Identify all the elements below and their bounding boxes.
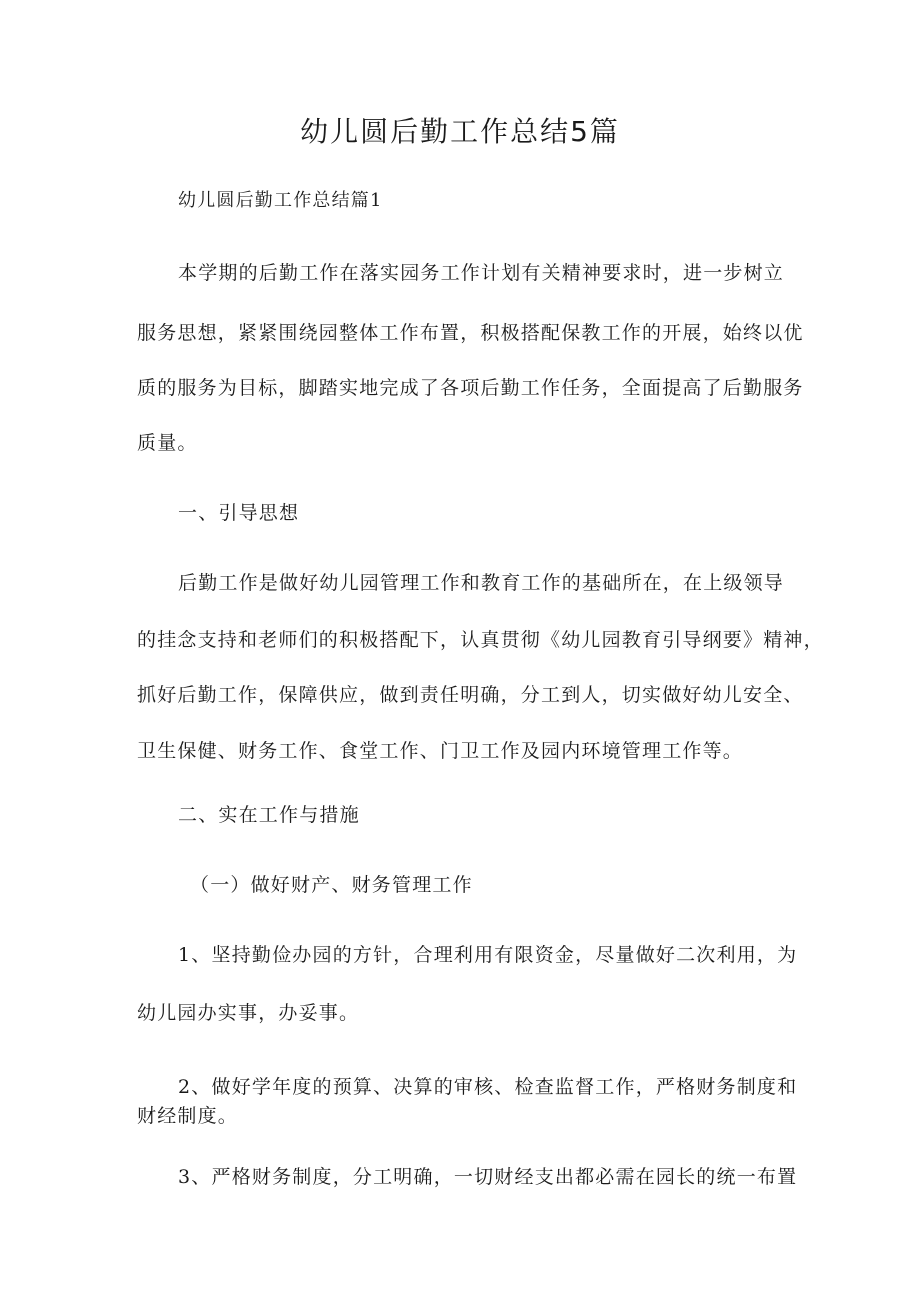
paragraph-line: 服务思想，紧紧围绕园整体工作布置，积极搭配保教工作的开展，始终以优 [137, 322, 804, 344]
paragraph-line: 质量。 [137, 432, 198, 454]
paragraph-line: 后勤工作是做好幼儿园管理工作和教育工作的基础所在，在上级领导 [178, 572, 785, 594]
section-heading: 二、实在工作与措施 [178, 804, 360, 826]
section-subtitle: 幼儿圆后勤工作总结篇1 [178, 190, 383, 211]
list-item-line: 3、严格财务制度，分工明确，一切财经支出都必需在园长的统一布置 [178, 1166, 798, 1188]
list-item-line: 幼儿园办实事，办妥事。 [137, 1002, 360, 1024]
section-heading: 一、引导思想 [178, 502, 300, 524]
paragraph-line: 的挂念支持和老师们的积极搭配下，认真贯彻《幼儿园教育引导纲要》精神， [137, 629, 824, 651]
paragraph-line: 质的服务为目标，脚踏实地完成了各项后勤工作任务，全面提高了后勤服务 [137, 377, 804, 399]
paragraph-line: 卫生保健、财务工作、食堂工作、门卫工作及园内环境管理工作等。 [137, 740, 744, 762]
document-title: 幼儿圆后勤工作总结5篇 [300, 115, 620, 148]
paragraph-line: 本学期的后勤工作在落实园务工作计划有关精神要求时，进一步树立 [178, 262, 785, 284]
subsection-heading: （一）做好财产、财务管理工作 [190, 874, 473, 896]
paragraph-line: 抓好后勤工作，保障供应，做到责任明确，分工到人，切实做好幼儿安全、 [137, 684, 804, 706]
list-item-line: 1、坚持勤俭办园的方针，合理利用有限资金，尽量做好二次利用，为 [178, 944, 798, 966]
list-item-line: 财经制度。 [137, 1105, 239, 1127]
list-item-line: 2、做好学年度的预算、决算的审核、检查监督工作，严格财务制度和 [178, 1076, 798, 1098]
